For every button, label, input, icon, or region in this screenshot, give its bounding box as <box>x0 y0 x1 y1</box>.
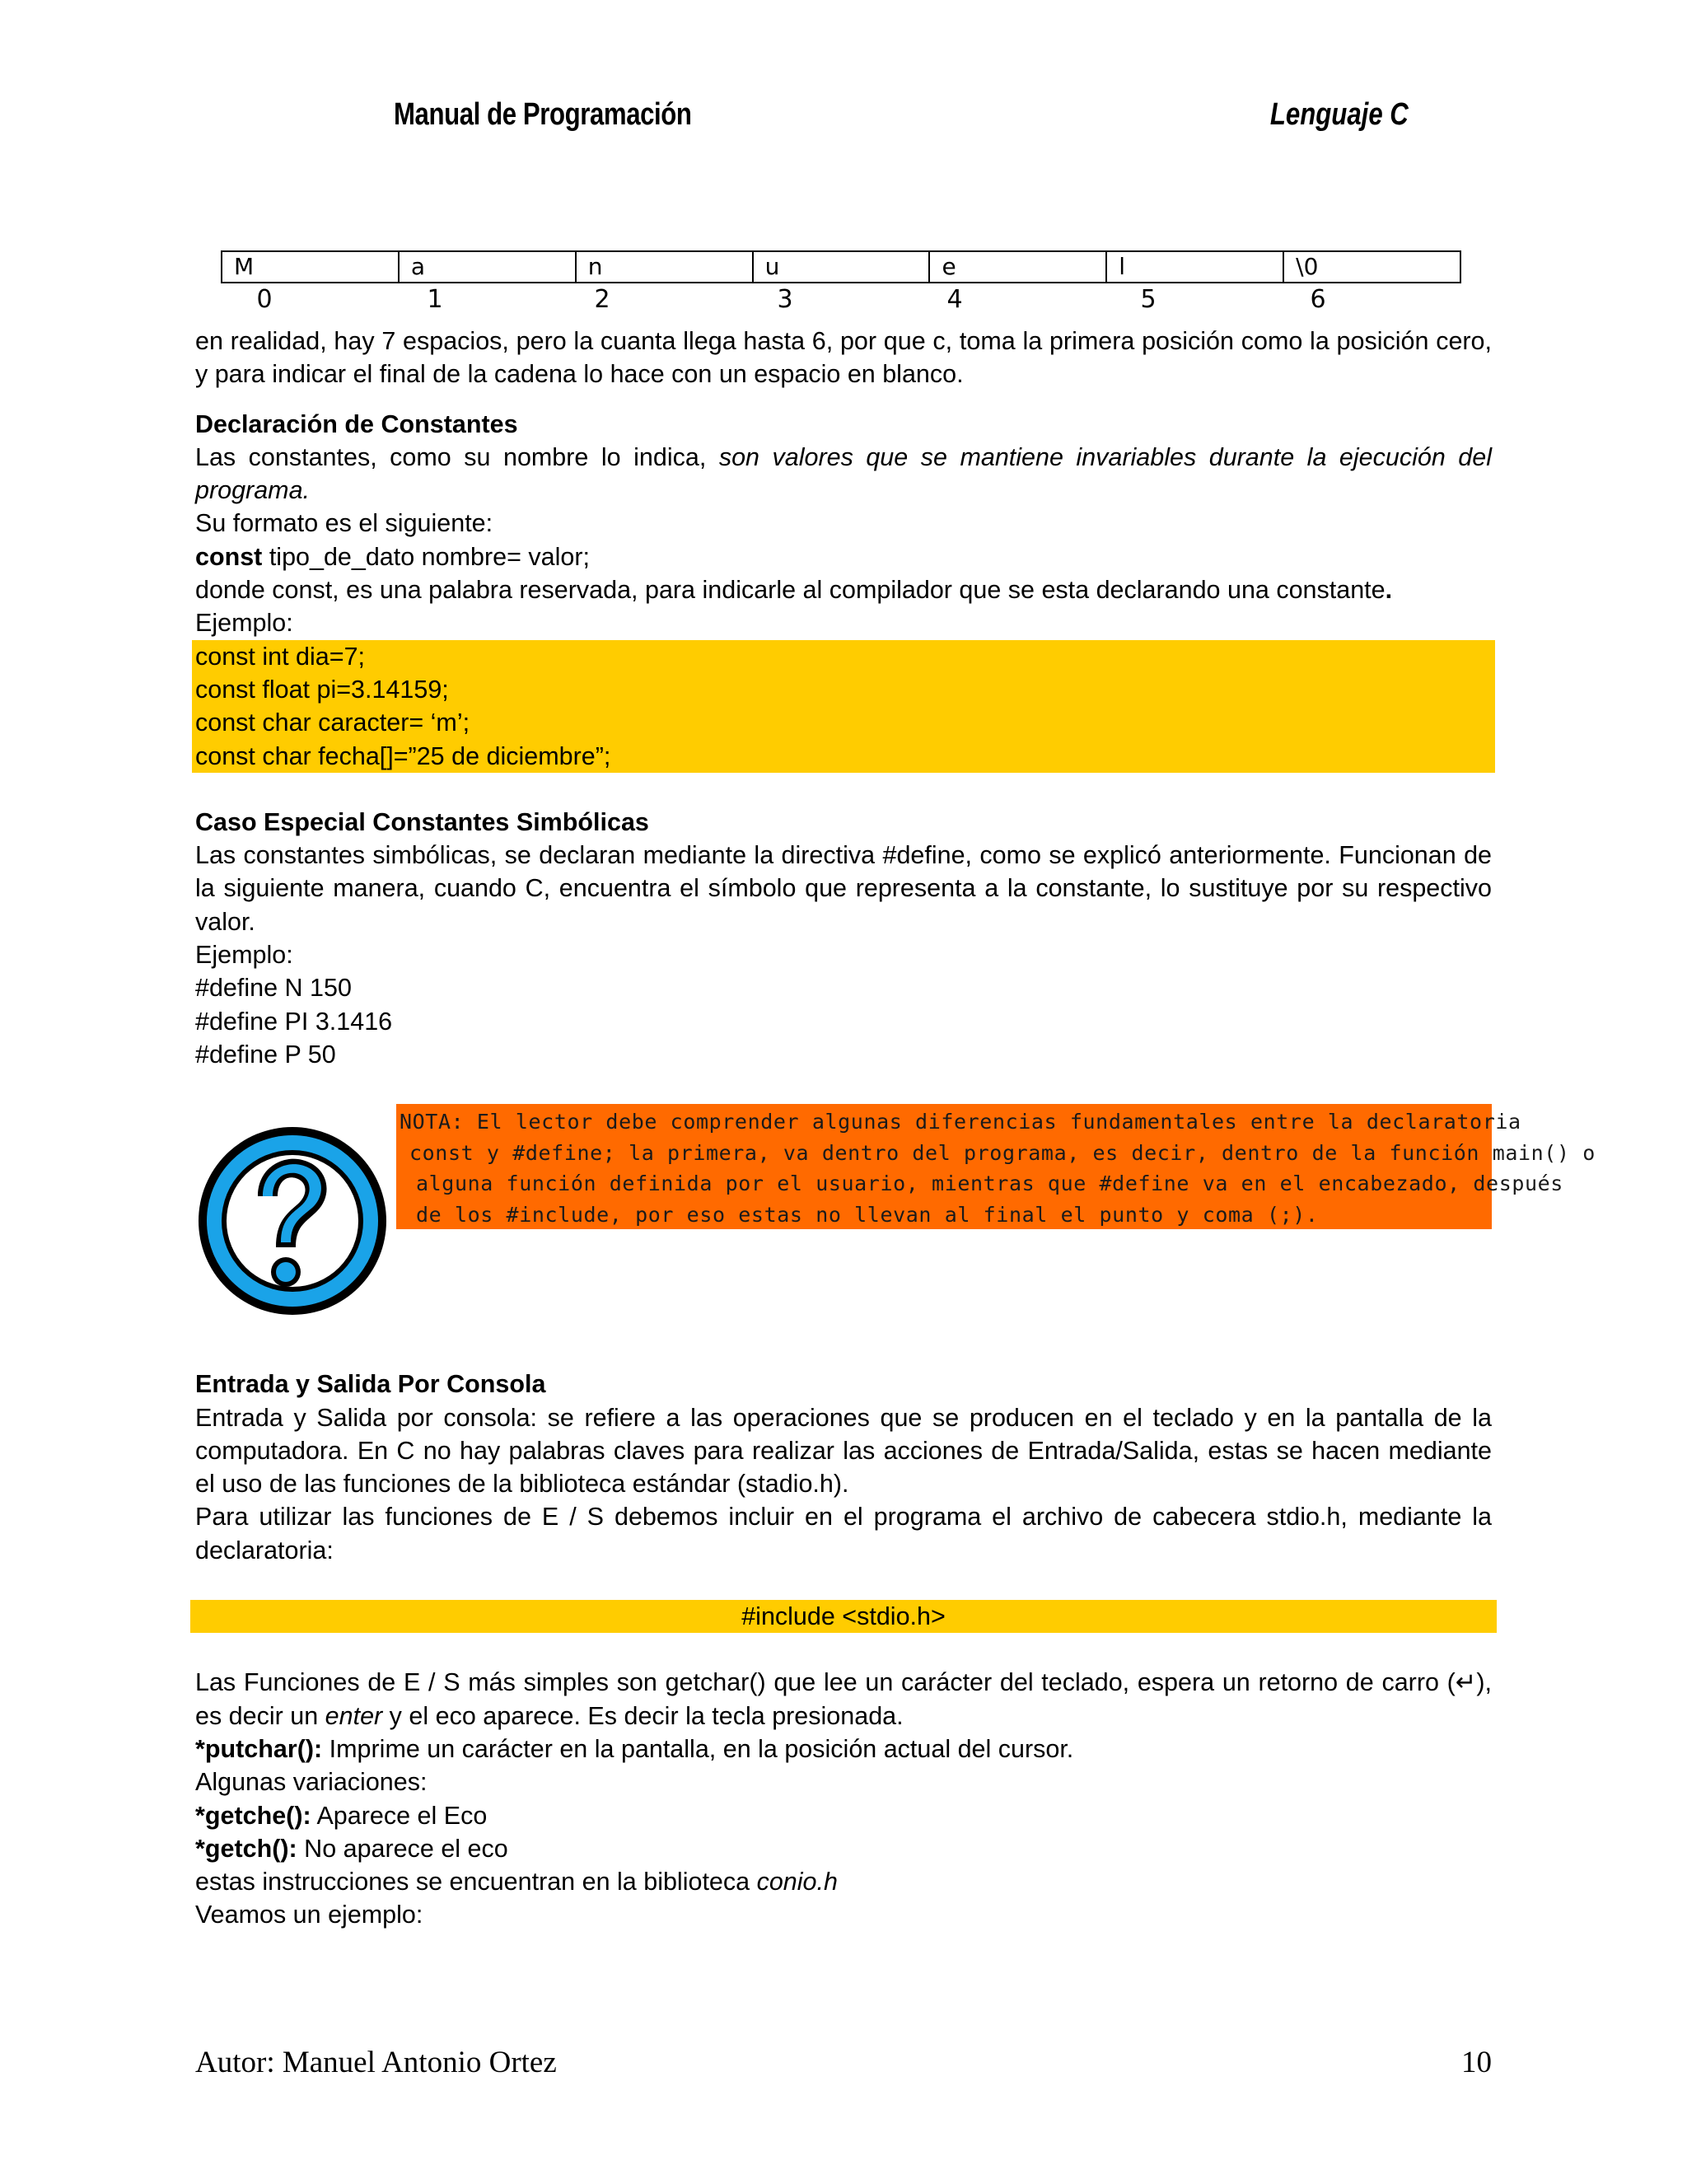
array-index: 5 <box>1140 285 1157 314</box>
page-header <box>394 97 1409 138</box>
section-heading: Entrada y Salida Por Consola <box>195 1370 546 1399</box>
nota-line: alguna función definida por el usuario, mientras que #define va en el encabezado, después <box>416 1172 1563 1196</box>
include-code-block: #include <stdio.h> <box>190 1600 1497 1633</box>
variaciones-line: Algunas variaciones: <box>195 1768 428 1797</box>
document-body <box>195 325 1596 1932</box>
conio-line: estas instrucciones se encuentran en la biblioteca conio.h <box>195 1868 838 1896</box>
array-cell: n <box>577 252 754 282</box>
array-cell: e <box>930 252 1107 282</box>
es-paragraph: Entrada y Salida por consola: se refiere a las operaciones que se producen en el teclado y en la pantalla de la computadora. En C no hay palabras claves para realizar las acciones de Entrada/Salida, estas se hacen mediante el uso de las funciones de la biblioteca estándar (stadio.h). <box>195 1403 1492 1499</box>
ejemplo-line: Veamos un ejemplo: <box>195 1901 423 1929</box>
array-index: 0 <box>256 285 273 314</box>
es-paragraph: Para utilizar las funciones de E / S debemos incluir en el programa el archivo de cabecera stdio.h, mediante la declaratoria: <box>195 1503 1492 1564</box>
code-example-block <box>192 640 1495 773</box>
array-cell: u <box>754 252 931 282</box>
section-heading: Declaración de Constantes <box>195 409 518 438</box>
array-index: 2 <box>594 285 610 314</box>
putchar-line: *putchar(): Imprime un carácter en la pantalla, en la posición actual del cursor. <box>195 1734 1074 1763</box>
code-line: const char fecha[]=”25 de diciembre”; <box>195 741 611 770</box>
nota-callout <box>195 1104 1596 1368</box>
footer-author: Autor: Manuel Antonio Ortez <box>195 2046 557 2079</box>
constantes-paragraph: Las constantes, como su nombre lo indica, son valores que se mantiene invariables durante la ejecución del programa. <box>195 442 1492 505</box>
header-title: Manual de Programación <box>394 97 692 132</box>
question-mark-icon <box>194 1115 391 1326</box>
string-array-diagram <box>221 250 1461 283</box>
example-label: Ejemplo: <box>195 941 293 970</box>
format-syntax: const tipo_de_dato nombre= valor; <box>195 542 590 571</box>
intro-paragraph: en realidad, hay 7 espacios, pero la cuanta llega hasta 6, por que c, toma la primera posición como la posición cero, y para indicar el final de la cadena lo hace con un espacio en blanco. <box>195 327 1492 389</box>
section-heading: Caso Especial Constantes Simbólicas <box>195 807 649 836</box>
array-cell: \0 <box>1296 253 1319 280</box>
code-line: const float pi=3.14159; <box>195 675 449 704</box>
code-line: const char caracter= ‘m’; <box>195 709 470 737</box>
getche-line: *getche(): Aparece el Eco <box>195 1801 488 1830</box>
array-index: 1 <box>427 285 443 314</box>
code-line: const int dia=7; <box>195 642 366 671</box>
nota-line: const y #define; la primera, va dentro del programa, es decir, dentro de la función main() o <box>409 1140 1596 1165</box>
page-number: 10 <box>1461 2046 1492 2079</box>
define-line: #define N 150 <box>195 974 352 1003</box>
array-cell: M <box>222 252 400 282</box>
page-footer <box>195 2045 1492 2086</box>
nota-text-box <box>396 1104 1596 1229</box>
array-cell: l <box>1107 252 1284 282</box>
array-index: 3 <box>777 285 793 314</box>
example-label: Ejemplo: <box>195 609 293 638</box>
es-paragraph: Las Funciones de E / S más simples son getchar() que lee un carácter del teclado, espera un retorno de carro (↵), es decir un enter y el eco aparece. Es decir la tecla presionada. <box>195 1668 1492 1730</box>
array-index: 4 <box>946 285 963 314</box>
define-line: #define P 50 <box>195 1040 336 1069</box>
getch-line: *getch(): No aparece el eco <box>195 1834 508 1863</box>
const-description: donde const, es una palabra reservada, para indicarle al compilador que se esta declarando una constante. <box>195 576 1393 605</box>
array-index: 6 <box>1310 285 1326 314</box>
format-intro: Su formato es el siguiente: <box>195 509 493 538</box>
simbolicas-paragraph: Las constantes simbólicas, se declaran mediante la directiva #define, como se explicó anteriormente. Funcionan de la siguiente manera, cuando C, encuentra el símbolo que representa a la constante, lo sustituye por su respectivo valor. <box>195 841 1492 936</box>
nota-line: de los #include, por eso estas no llevan al final el punto y coma (;). <box>416 1202 1319 1227</box>
array-cell: a <box>400 252 577 282</box>
nota-line: NOTA: El lector debe comprender algunas diferencias fundamentales entre la declaratoria <box>400 1110 1521 1134</box>
header-subject: Lenguaje C <box>1270 97 1409 132</box>
define-line: #define PI 3.1416 <box>195 1007 393 1036</box>
